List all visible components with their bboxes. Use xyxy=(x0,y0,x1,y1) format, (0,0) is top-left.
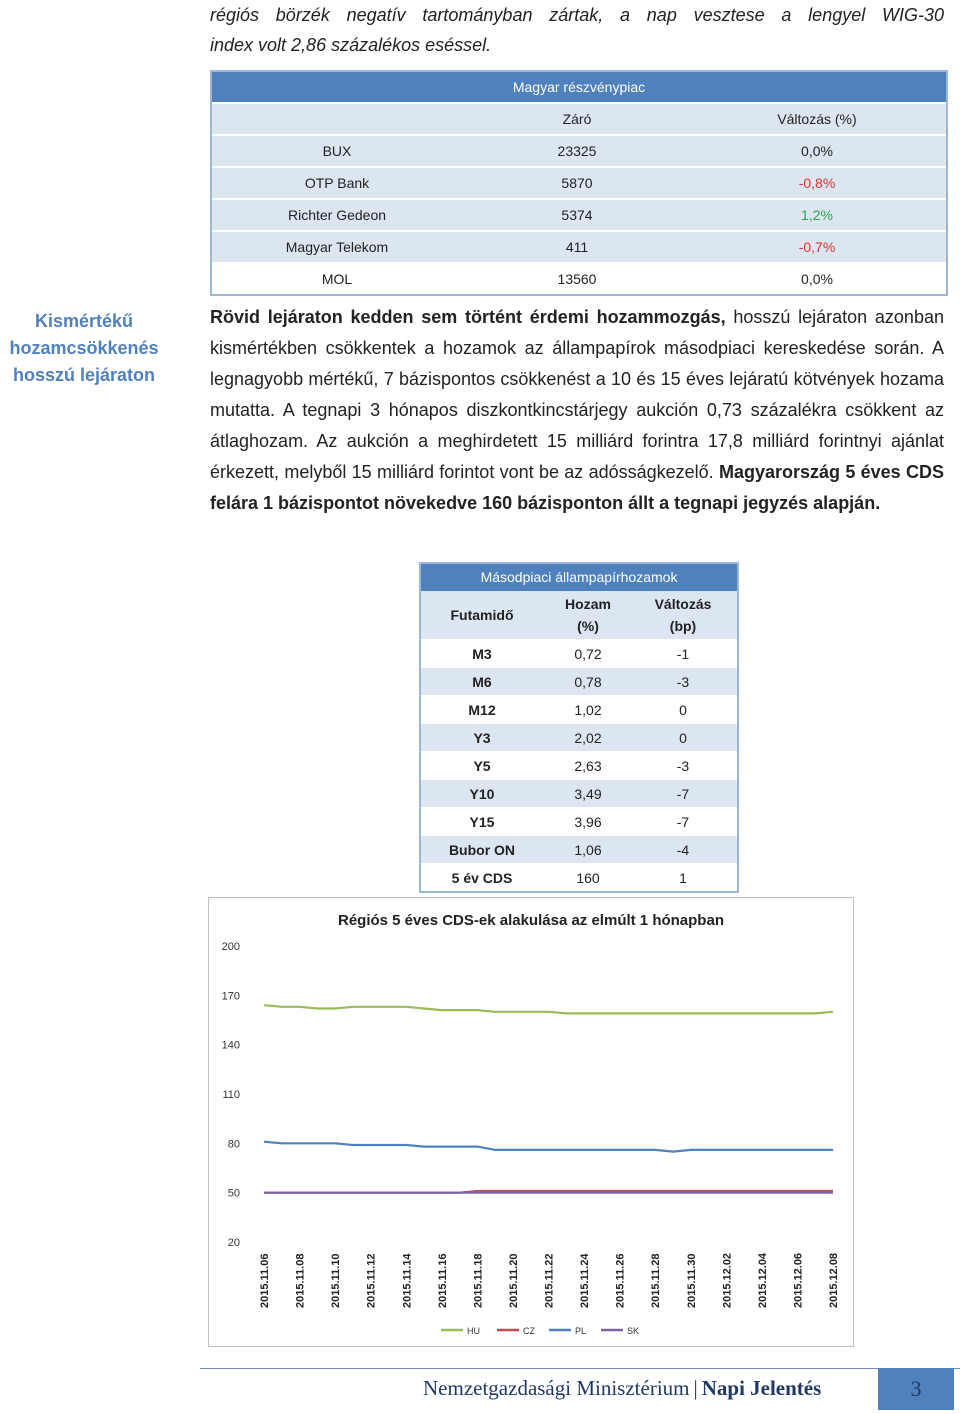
y-tick-label: 140 xyxy=(221,1039,240,1052)
stock-close: 5870 xyxy=(561,175,593,191)
bond-yield-table xyxy=(419,562,739,893)
y-tick-label: 80 xyxy=(227,1138,240,1151)
table-row xyxy=(212,198,946,230)
table-row: M3 0,72 -1 xyxy=(421,639,737,667)
table-row: Y3 2,02 0 xyxy=(421,723,737,751)
para-text: Az aukción a meghirdetett 15 milliárd forintra 17,8 milliárd forintnyi ajánlat érkezett, melyből 15 milliárd forintot vont be az adósságkezelő. xyxy=(210,431,944,482)
side-heading-line: hosszú lejáraton xyxy=(12,365,156,385)
side-heading xyxy=(4,308,164,389)
x-tick-label: 2015.11.18 xyxy=(472,1253,485,1308)
series-line-pl xyxy=(264,1142,833,1152)
para-text: A tegnapi 3 hónapos diszkontkincstárjegy aukción 0,73 százalékra csökkent az átlaghozam. xyxy=(210,400,944,451)
col-term: Futamidő xyxy=(450,607,514,623)
stock-table-title: Magyar részvénypiac xyxy=(212,72,946,102)
table-row xyxy=(212,262,946,294)
body-paragraph xyxy=(210,302,944,519)
stock-name: OTP Bank xyxy=(304,175,370,191)
y-tick-label: 20 xyxy=(227,1237,240,1249)
page-number: 3 xyxy=(878,1368,954,1410)
footer-report: Napi Jelentés xyxy=(701,1376,822,1400)
legend-label-sk: SK xyxy=(627,1326,640,1336)
legend-label-cz: CZ xyxy=(523,1326,535,1336)
x-tick-label: 2015.11.12 xyxy=(365,1253,378,1308)
chart-title: Régiós 5 éves CDS-ek alakulása az elmúlt 1 hónapban xyxy=(338,912,724,929)
bond-table-title: Másodpiaci állampapírhozamok xyxy=(421,564,737,591)
cds-chart-svg xyxy=(209,898,853,1346)
stock-name: BUX xyxy=(322,143,352,159)
x-tick-label: 2015.11.30 xyxy=(685,1253,698,1308)
x-tick-label: 2015.11.20 xyxy=(507,1253,520,1308)
x-tick-label: 2015.11.26 xyxy=(614,1253,627,1308)
x-tick-label: 2015.11.06 xyxy=(259,1253,271,1308)
col-close: Záró xyxy=(562,111,592,127)
footer xyxy=(423,1376,821,1401)
stock-change: 1,2% xyxy=(801,207,833,223)
table-row: Y15 3,96 -7 xyxy=(421,807,737,835)
stock-table-header xyxy=(212,102,946,134)
stock-close: 5374 xyxy=(561,207,593,223)
bond-table-header xyxy=(421,591,737,639)
footer-separator: | xyxy=(693,1376,698,1400)
stock-close: 411 xyxy=(565,239,589,255)
bond-rows xyxy=(421,639,737,891)
legend-label-hu: HU xyxy=(467,1326,480,1336)
x-tick-label: 2015.11.24 xyxy=(579,1253,592,1308)
y-tick-label: 170 xyxy=(221,990,240,1003)
side-heading-line: Kismértékű xyxy=(34,311,134,331)
col-change: Változás (%) xyxy=(777,111,857,127)
table-row: 5 év CDS 160 1 xyxy=(421,863,737,891)
stock-name: MOL xyxy=(321,271,353,287)
table-row: Y10 3,49 -7 xyxy=(421,779,737,807)
legend-label-pl: PL xyxy=(575,1326,587,1336)
y-tick-label: 50 xyxy=(227,1187,240,1200)
table-row: Bubor ON 1,06 -4 xyxy=(421,835,737,863)
side-heading-line: hozamcsökkenés xyxy=(9,338,159,358)
stock-name: Richter Gedeon xyxy=(287,207,387,223)
footer-ministry: Nemzetgazdasági Minisztérium xyxy=(423,1376,690,1400)
intro-line-2: index volt 2,86 százalékos eséssel. xyxy=(210,35,492,55)
para-text: A legnagyobb mértékű, 7 bázispontos csökkenést a 10 és 15 éves lejáratú kötvények hozama mutatta. xyxy=(210,338,944,420)
x-tick-label: 2015.11.10 xyxy=(330,1253,343,1308)
intro-line-1: régiós börzék negatív tartományban zártak, a nap vesztese a lengyel WIG-30 xyxy=(210,5,944,25)
table-row xyxy=(212,230,946,262)
x-tick-label: 2015.11.16 xyxy=(436,1253,449,1308)
stock-market-table xyxy=(210,70,948,296)
x-tick-label: 2015.11.28 xyxy=(650,1253,663,1308)
x-tick-label: 2015.11.08 xyxy=(294,1253,307,1308)
x-tick-label: 2015.12.08 xyxy=(828,1252,840,1308)
col-change: Változás (bp) xyxy=(654,596,712,634)
table-row: M6 0,78 -3 xyxy=(421,667,737,695)
y-tick-label: 110 xyxy=(222,1089,240,1101)
stock-change: -0,7% xyxy=(798,239,836,255)
para-text: hosszú lejáraton azonban kismértékben csökkentek a hozamok az állampapírok másodpiaci kereskedése során. xyxy=(210,307,944,358)
stock-name: Magyar Telekom xyxy=(285,239,389,255)
stock-close: 13560 xyxy=(557,271,597,287)
stock-change: -0,8% xyxy=(798,175,836,191)
stock-change: 0,0% xyxy=(801,271,833,287)
table-row xyxy=(212,166,946,198)
footer-rule xyxy=(200,1368,960,1369)
x-tick-label: 2015.12.02 xyxy=(721,1252,734,1308)
stock-close: 23325 xyxy=(557,143,597,159)
col-yield: Hozam (%) xyxy=(565,596,611,634)
cds-chart xyxy=(208,897,854,1347)
table-row: Y5 2,63 -3 xyxy=(421,751,737,779)
intro-text xyxy=(210,0,944,60)
x-tick-label: 2015.12.06 xyxy=(792,1252,805,1308)
para-bold: Rövid lejáraton kedden sem történt érdemi hozammozgás, xyxy=(210,307,726,327)
x-tick-label: 2015.11.14 xyxy=(401,1253,414,1308)
table-row xyxy=(212,134,946,166)
y-tick-label: 200 xyxy=(221,941,240,953)
stock-change: 0,0% xyxy=(801,143,833,159)
table-row: M12 1,02 0 xyxy=(421,695,737,723)
x-tick-label: 2015.12.04 xyxy=(756,1252,769,1308)
x-tick-label: 2015.11.22 xyxy=(543,1253,556,1308)
para-bold: Magyarország 5 éves CDS felára 1 bázispontot növekedve 160 bázisponton állt a tegnapi jegyzés alapján. xyxy=(210,462,945,513)
series-line-hu xyxy=(264,1005,833,1013)
